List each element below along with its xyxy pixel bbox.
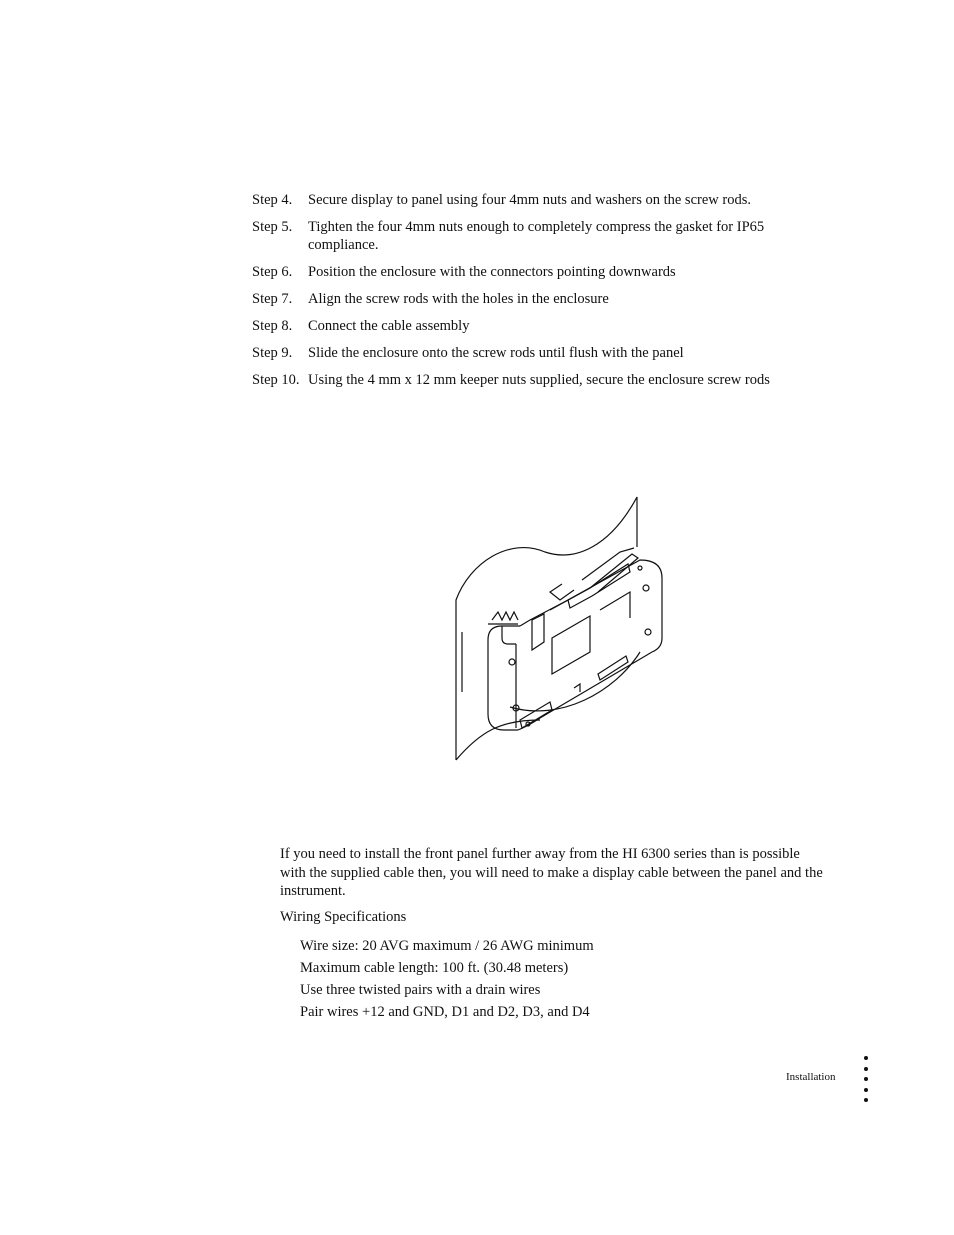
step-item xyxy=(252,191,822,209)
wiring-item: Use three twisted pairs with a drain wires xyxy=(300,982,541,998)
enclosure-illustration xyxy=(440,492,680,767)
step-text: Position the enclosure with the connectors pointing downwards xyxy=(308,264,676,280)
wiring-item: Wire size: 20 AVG maximum / 26 AWG minimum xyxy=(300,938,594,954)
step-item xyxy=(252,290,822,308)
dot-icon xyxy=(864,1077,868,1081)
step-item xyxy=(252,317,822,335)
step-number: Step 5. xyxy=(252,219,293,235)
step-number: Step 6. xyxy=(252,264,293,280)
step-number: Step 7. xyxy=(252,291,293,307)
dot-icon xyxy=(864,1056,868,1060)
step-text: Align the screw rods with the holes in the enclosure xyxy=(308,291,609,307)
step-number: Step 10. xyxy=(252,372,300,388)
wiring-item: Maximum cable length: 100 ft. (30.48 meters) xyxy=(300,960,569,976)
step-item xyxy=(252,344,822,362)
step-number: Step 8. xyxy=(252,318,293,334)
step-text: Connect the cable assembly xyxy=(308,318,470,334)
dot-icon xyxy=(864,1088,868,1092)
step-text: Secure display to panel using four 4mm nuts and washers on the screw rods. xyxy=(308,192,751,208)
dot-icon xyxy=(864,1067,868,1071)
step-text: Slide the enclosure onto the screw rods until flush with the panel xyxy=(308,345,684,361)
step-text: Tighten the four 4mm nuts enough to completely compress the gasket for IP65 compliance. xyxy=(308,219,765,253)
decorative-dots xyxy=(864,1056,872,1109)
step-item xyxy=(252,218,822,254)
step-number: Step 4. xyxy=(252,192,293,208)
steps-list xyxy=(252,191,822,398)
step-number: Step 9. xyxy=(252,345,293,361)
cable-paragraph: If you need to install the front panel further away from the HI 6300 series than is possible with the supplied cable then, you will need to make a display cable between the panel and the instrument. xyxy=(280,846,823,899)
wiring-heading: Wiring Specifications xyxy=(280,909,407,925)
step-item xyxy=(252,371,822,389)
wiring-list xyxy=(300,935,594,1023)
footer-section-label: Installation xyxy=(786,1071,836,1083)
wiring-item: Pair wires +12 and GND, D1 and D2, D3, and D4 xyxy=(300,1004,590,1020)
step-item xyxy=(252,263,822,281)
dot-icon xyxy=(864,1098,868,1102)
step-text: Using the 4 mm x 12 mm keeper nuts supplied, secure the enclosure screw rods xyxy=(308,372,770,388)
